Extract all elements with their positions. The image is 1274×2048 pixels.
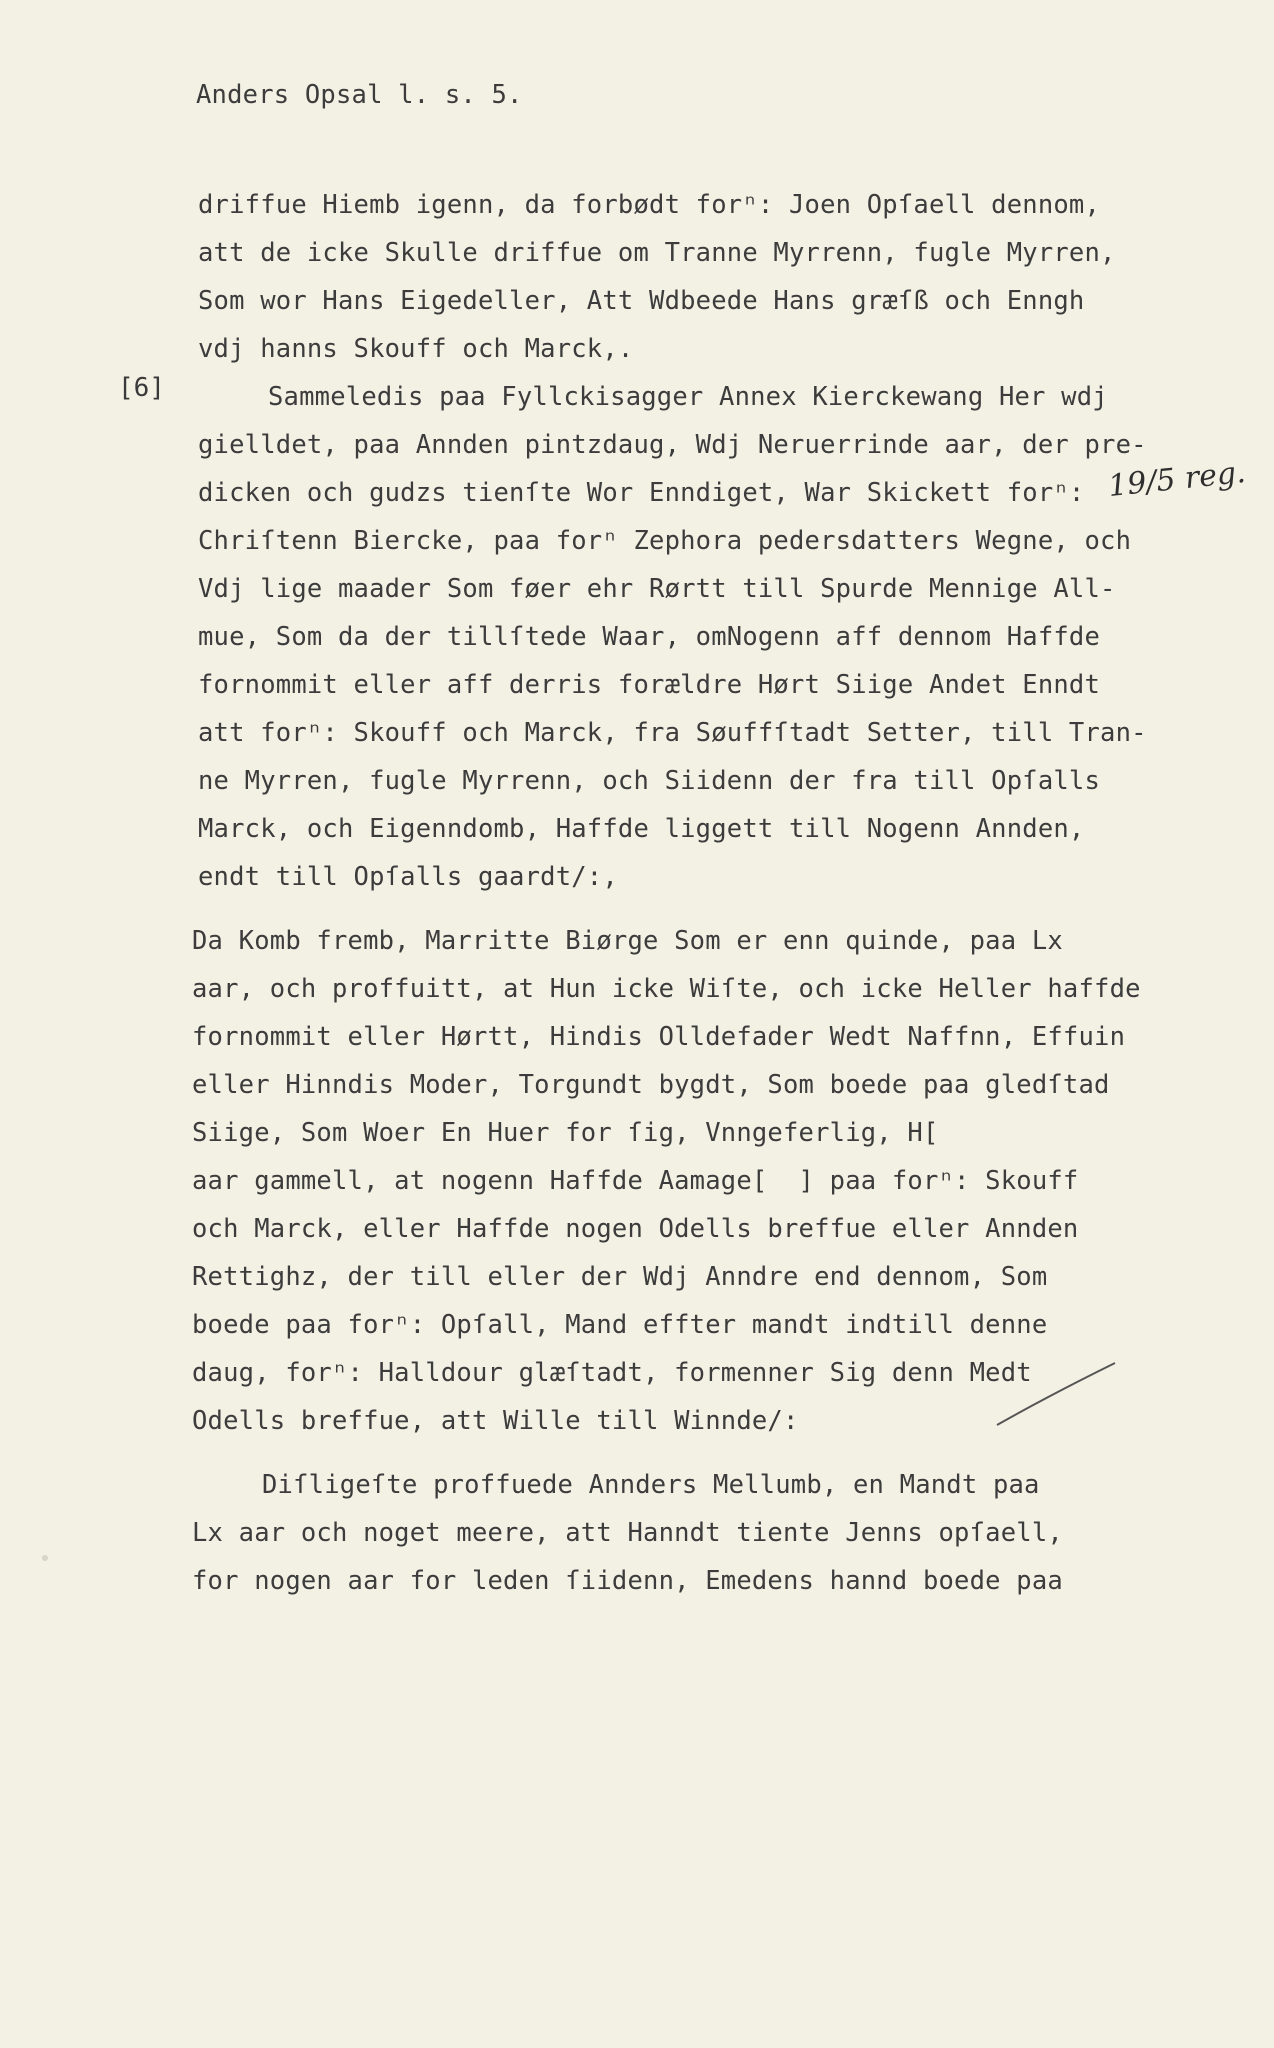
text-line: daug, forⁿ: Halldour glæſtadt, formenner Sig denn Medt xyxy=(192,1358,1032,1388)
text-line: Diſligeſte proffuede Annders Mellumb, en Mandt paa xyxy=(262,1470,1040,1500)
page-header: Anders Opsal l. s. 5. xyxy=(196,80,523,110)
text-line: for nogen aar for leden ſiidenn, Emedens hannd boede paa xyxy=(192,1566,1063,1596)
text-line: Som wor Hans Eigedeller, Att Wdbeede Hans græſß och Enngh xyxy=(198,286,1085,316)
text-line: vdj hanns Skouff och Marck,. xyxy=(198,334,634,364)
text-line: aar, och proffuitt, at Hun icke Wiſte, och icke Heller haffde xyxy=(192,974,1141,1004)
text-line: fornommit eller aff derris forældre Hørt Siige Andet Enndt xyxy=(198,670,1101,700)
text-line: dicken och gudzs tienſte Wor Enndiget, War Skickett forⁿ: xyxy=(198,478,1085,508)
text-line: gielldet, paa Annden pintzdaug, Wdj Neruerrinde aar, der pre- xyxy=(198,430,1147,460)
ink-speck xyxy=(42,1555,48,1561)
text-line: Marck, och Eigenndomb, Haffde liggett till Nogenn Annden, xyxy=(198,814,1085,844)
text-line: Da Komb fremb, Marritte Biørge Som er enn quinde, paa Lx xyxy=(192,926,1063,956)
text-line: Vdj lige maader Som føer ehr Rørtt till Spurde Mennige All- xyxy=(198,574,1116,604)
text-line: och Marck, eller Haffde nogen Odells breffue eller Annden xyxy=(192,1214,1079,1244)
text-line: Sammeledis paa Fyllckisagger Annex Kierckewang Her wdj xyxy=(268,382,1108,412)
text-line: eller Hinndis Moder, Torgundt bygdt, Som boede paa gledſtad xyxy=(192,1070,1110,1100)
text-line: att de icke Skulle driffue om Tranne Myrrenn, fugle Myrren, xyxy=(198,238,1116,268)
text-line: Chriſtenn Biercke, paa forⁿ Zephora pedersdatters Wegne, och xyxy=(198,526,1132,556)
text-line: ne Myrren, fugle Myrrenn, och Siidenn der fra till Opſalls xyxy=(198,766,1101,796)
text-line: Rettighz, der till eller der Wdj Anndre end dennom, Som xyxy=(192,1262,1048,1292)
text-line: Odells breffue, att Wille till Winnde/: xyxy=(192,1406,799,1436)
text-line: fornommit eller Hørtt, Hindis Olldefader Wedt Naffnn, Effuin xyxy=(192,1022,1126,1052)
text-line: boede paa forⁿ: Opſall, Mand effter mandt indtill denne xyxy=(192,1310,1048,1340)
handwritten-note-text: 19/5 reg. xyxy=(1106,454,1248,505)
text-line: att forⁿ: Skouff och Marck, fra Søuffſtadt Setter, till Tran- xyxy=(198,718,1147,748)
text-line: Siige, Som Woer En Huer for ſig, Vnngeferlig, H[ xyxy=(192,1118,939,1148)
text-line: mue, Som da der tillſtede Waar, omNogenn aff dennom Haffde xyxy=(198,622,1101,652)
text-line: Lx aar och noget meere, att Hanndt tiente Jenns opſaell, xyxy=(192,1518,1063,1548)
margin-number: [6] xyxy=(118,373,165,403)
text-line: aar gammell, at nogenn Haffde Aamage[ ] paa forⁿ: Skouff xyxy=(192,1166,1079,1196)
text-line: endt till Opſalls gaardt/:, xyxy=(198,862,618,892)
text-line: driffue Hiemb igenn, da forbødt forⁿ: Joen Opſaell dennom, xyxy=(198,190,1101,220)
